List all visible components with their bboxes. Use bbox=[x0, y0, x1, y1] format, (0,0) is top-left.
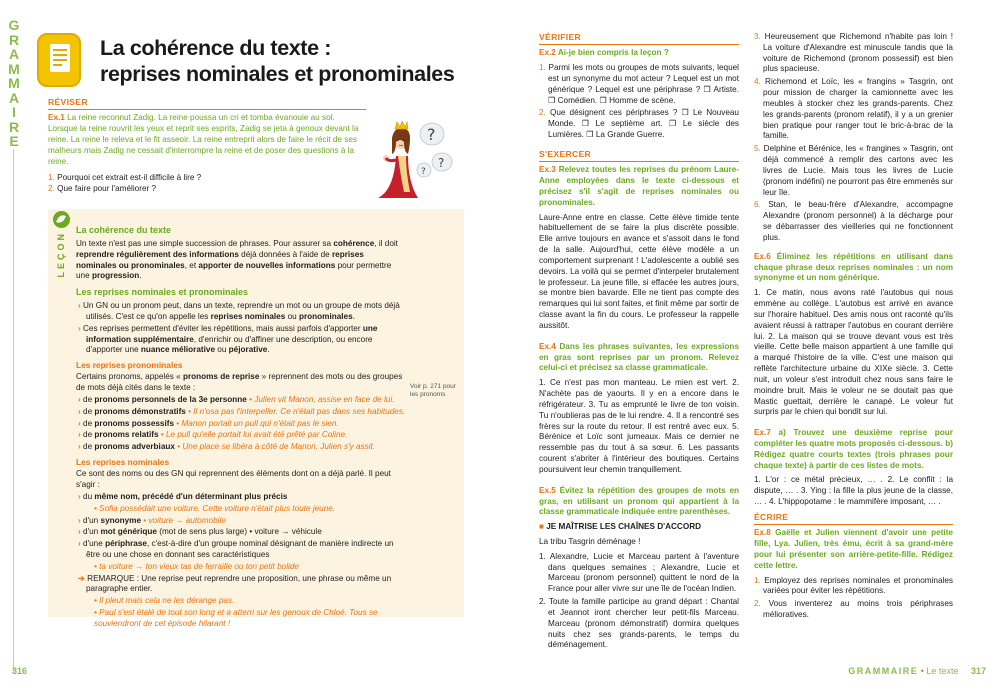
side-label-letter: E bbox=[9, 133, 19, 149]
nominal-item-2: › d'un synonyme • voiture → automobile bbox=[78, 515, 226, 525]
right-column-2 bbox=[754, 32, 953, 623]
ex6-heading: Ex.6 Éliminez les répétitions en utilisant dans chaque phrase deux reprises nominales : un nom synonyme et un nom générique. bbox=[754, 251, 954, 283]
remarque-example-1: • Il pleut mais cela ne les dérange pas. bbox=[94, 596, 235, 606]
lecon-heading-4: Les reprises nominales bbox=[76, 457, 170, 468]
ex4-heading: Ex.4 Dans les phrases suivantes, les expressions en gras sont reprises par un pronom. Relevez celui-ci et précisez sa classe grammaticale. bbox=[539, 341, 739, 373]
ex2-heading: Ex.2 Ai-je bien compris la leçon ? bbox=[539, 48, 669, 58]
side-label bbox=[2, 18, 26, 149]
lecon-bullet-1: › Un GN ou un pronom peut, dans un texte, reprendre un mot ou un groupe de mots déjà utilisés. C'est ce qu'on appelle les reprises nominales ou pronominales. bbox=[78, 301, 400, 321]
ex5-item-4: 4. Richemond et Loïc, les « frangins » Tasgrin, ont pour mission de charger la camionnette avec les meubles à stocker chez les grands-parents. Chez les grands-parents (pronom relatif), il y a un grenier bien pratique pour ranger tout le bric-à-brac de la famille. bbox=[754, 77, 954, 141]
nominal-example-4: • ta voiture → ton vieux tas de ferraille ou ton petit bolide bbox=[94, 561, 299, 571]
verifier-heading: VÉRIFIER bbox=[539, 32, 739, 45]
svg-text:?: ? bbox=[438, 156, 445, 170]
side-label-letter: M bbox=[8, 75, 20, 91]
lecon-heading-2: Les reprises nominales et pronominales bbox=[76, 287, 249, 298]
remarque-example-2: • Paul s'est étalé de tout son long et a atterri sur les genoux de Chloé. Tous se souviendront de cet épisode hilarant ! bbox=[94, 608, 378, 628]
reviser-section bbox=[48, 97, 366, 195]
ex8-item-2: 2. Vous inventerez au moins trois périphrases mélioratives. bbox=[754, 599, 953, 620]
leaf-icon bbox=[53, 211, 70, 228]
ex1-number: Ex.1 bbox=[48, 113, 65, 123]
ex1-question-2: Que faire pour l'améliorer ? bbox=[57, 184, 157, 194]
side-label-letter: A bbox=[8, 89, 20, 106]
page-number-left: 316 bbox=[12, 666, 28, 676]
lecon-nominales-intro: Ce sont des noms ou des GN qui reprennent des éléments dont on a déjà parlé. Il peut s'agir : bbox=[76, 469, 391, 490]
sheet-icon bbox=[50, 44, 70, 72]
lecon-intro: Un texte n'est pas une simple succession de phrases. Pour assurer sa cohérence, il doit reprendre régulièrement des informations déjà données à l'aide de reprises nominales ou pronominales, et apporter de nouvelles informations pour permettre une progression. bbox=[76, 238, 398, 281]
ex5-item-6: 6. Stan, le beau-frère d'Alexandre, accompagne Alexandre (pronom personnel) à la décharge pour se débarrasser des vieilleries qui ne fonctionnent plus. bbox=[754, 200, 953, 242]
side-label-bar bbox=[0, 0, 28, 691]
ex5-heading: Ex.5 Évitez la répétition des groupes de mots en gras, en utilisant un pronom qui appartient à la classe grammaticale indiquée entre parenthèses. bbox=[539, 485, 740, 517]
ex6-text: 1. Ce matin, nous avons raté l'autobus qui nous emmène au collège. L'autobus est arrivé en avance sur l'horaire habituel. Des amis nous ont raconté qu'ils avaient réussi à rattraper l'autobus en courant derrière lui. 2. La maison qui se trouve devant vous est très vieille. Cette belle maison appartient à une famille qui a marqué l'histoire de la ville. C'est une maison qui reflète l'architecture urbaine du XIXe siècle. 3. Cette nuit, un voleur s'est introduit chez nous sans faire le moindre bruit. Mais le voleur ne se doutait pas que Mastic guettait, derrière le canapé. Le voleur fut surpris par le chien qui bondit sur lui. bbox=[754, 288, 953, 417]
lecon-label: LEÇON bbox=[56, 231, 66, 278]
title-line-1: La cohérence du texte : bbox=[100, 36, 331, 60]
ex4-text: 1. Ce n'est pas mon manteau. Le mien est vert. 2. N'achète pas de yaourts. Il y en a encore dans le réfrigérateur. 3. Tu as emprunté le livre de ton voisin. Tu n'oublieras pas de le lui rendre. 4. Il a rencontré ses frères sur la route du retour. Il est rentré avec eux. 5. Bérénice et Loïc sont jumeaux. Mais ce dernier ne ressemble pas du tout à sa sœur. 6. Les passants courent s'abriter à l'intérieur des boutiques. Certains poursuivent leur chemin tranquillement. bbox=[539, 378, 739, 474]
side-label-letter: R bbox=[8, 31, 20, 48]
right-column-1 bbox=[539, 32, 739, 653]
side-note: Voir p. 271 pour les pronoms bbox=[410, 383, 456, 399]
page-title bbox=[100, 35, 454, 87]
footer-separator: • bbox=[920, 666, 924, 676]
ecrire-heading: ÉCRIRE bbox=[754, 512, 953, 525]
ex8-heading: Ex.8 Gaëlle et Julien viennent d'avoir une petite fille, Lya. Julien, très ému, écrit à sa grand-mère pour lui présenter son arrière-petite-fille. Rédigez cette lettre. bbox=[754, 528, 953, 570]
side-label-letter: G bbox=[8, 17, 20, 33]
nominal-item-4: › d'une périphrase, c'est-à-dire d'un groupe nominal désignant de manière indirecte un être ou une chose en donnant ses caractéristiques bbox=[78, 539, 394, 559]
lecon-heading-3: Les reprises pronominales bbox=[76, 360, 183, 371]
exercer-heading: S'EXERCER bbox=[539, 149, 739, 162]
lecon-bullet-2: › Ces reprises permettent d'éviter les répétitions, mais aussi parfois d'apporter une information supplémentaire, d'enrichir ou d'affiner une description, ou encore d'apporter une nuance méliorative ou péjorative. bbox=[78, 323, 378, 355]
ex7-text: 1. L'or : ce métal précieux, … . 2. Le conflit : la dispute, … . 3. Ying : la fille la plus jeune de la classe, … . 4. L'hippopotame : le mammifère imposant, … . bbox=[754, 475, 953, 507]
lecon-remarque: ➔ REMARQUE : Une reprise peut reprendre une proposition, une phrase ou même un paragraphe entier. bbox=[78, 573, 392, 594]
side-label-letter: M bbox=[8, 60, 20, 77]
nominal-item-3: › d'un mot générique (mot de sens plus large) • voiture → véhicule bbox=[78, 527, 322, 537]
ex1-text: La reine reconnut Zadig. La reine poussa un cri et tomba évanouie au sol. Lorsque la reine rouvrit les yeux et reprit ses esprits, Zadig se jeta à genoux devant la reine. La reine le releva et le fit asseoir. La reine entreprit alors de faire le récit de ses malheurs mais Zadig ne cessait d'interrompre la reine et de poser des questions à la reine. bbox=[48, 113, 359, 166]
document-icon bbox=[37, 33, 81, 87]
chaines-accord-heading: ■ JE MAÎTRISE LES CHAÎNES D'ACCORD bbox=[539, 522, 702, 532]
pronom-item-4: › de pronoms relatifs • Le pull qu'elle portait lui avait été prêté par Coline. bbox=[78, 430, 348, 440]
side-label-letter: I bbox=[12, 104, 16, 120]
ex5-item-5: 5. Delphine et Bérénice, les « frangines » Tasgrin, ont déjà commencé à remplir des cartons avec les livres de Lucie. Mais tous les livres de Lucie (pronom indéfini) ne pourront pas être emmenés sur leur île. bbox=[754, 144, 953, 197]
ex7-heading: Ex.7 a) Trouvez une deuxième reprise pour compléter les quatre mots proposés ci-dessous. b) Rédigez quatre courts textes (trois phrases pour chaque texte) à partir de ces listes de mots. bbox=[754, 428, 953, 470]
side-label-letter: A bbox=[8, 46, 20, 62]
pronom-item-1: › de pronoms personnels de la 3e personne • Julien vit Manon, assise en face de lui. bbox=[78, 394, 395, 404]
footer-chapter: Le texte bbox=[926, 666, 959, 676]
svg-text:?: ? bbox=[427, 125, 436, 144]
title-line-2: reprises nominales et pronominales bbox=[100, 62, 455, 86]
lecon-body bbox=[76, 220, 406, 631]
reviser-heading: RÉVISER bbox=[48, 97, 366, 110]
lecon-heading-1: La cohérence du texte bbox=[76, 225, 172, 235]
ex5-item-1: 1. Alexandre, Lucie et Marceau partent à l'aventure dans quelques semaines ; Alexandre, Lucie et Marceau (pronom personnel) quittent le nord de la France pour aller vivre sur une île de l'océan Indien. bbox=[539, 551, 739, 594]
pronom-item-2: › de pronoms démonstratifs • Il n'osa pas l'interpeller. Ce n'était pas dans ses habitudes. bbox=[78, 406, 406, 416]
ex8-item-1: 1. Employez des reprises nominales et pronominales variées pour éviter les répétitions. bbox=[754, 575, 953, 596]
lecon-box bbox=[48, 209, 464, 628]
ex2-item-1: 1. Parmi les mots ou groupes de mots suivants, lequel est un synonyme du mot acteur ? Lequel est un mot générique ? Lequel est une périphrase ? ❒ Artiste. ❒ Comédien. ❒ Homme de scène. bbox=[539, 63, 739, 105]
ex5-item-3: 3. Heureusement que Richemond n'habite pas loin ! La voiture d'Alexandre est minuscule tandis que la voiture de Richemond (pronom possessif) est bien plus spacieuse. bbox=[754, 32, 953, 74]
page-number-right: 317 bbox=[970, 666, 986, 676]
footer-right bbox=[848, 666, 986, 678]
lecon-pronoms-intro: Certains pronoms, appelés « pronoms de reprise » reprennent des mots ou des groupes de mots déjà cités dans le texte : bbox=[76, 372, 403, 393]
ex3-heading: Ex.3 Relevez toutes les reprises du prénom Laure-Anne employées dans le texte ci-dessous et précisez s'il s'agit de reprises nominales ou pronominales. bbox=[539, 165, 740, 207]
pronom-item-3: › de pronoms possessifs • Manon portait un pull qui n'était pas le sien. bbox=[78, 418, 339, 428]
ex1-question-1: Pourquoi cet extrait est-il difficile à lire ? bbox=[57, 173, 202, 183]
tribu-title: La tribu Tasgrin déménage ! bbox=[539, 536, 641, 546]
side-label-letter: R bbox=[8, 118, 20, 135]
nominal-item-1: › du même nom, précédé d'un déterminant plus précis bbox=[78, 491, 288, 501]
ex5-item-2: 2. Toute la famille participe au grand départ : Chantal et Jeannot iront chercher leur petit-fils Marceau. Marceau (pronom démonstratif) dormira quelques nuits chez ses grands-parents, le temps du déménagement. bbox=[539, 597, 739, 650]
ex2-item-2: 2. Que désignent ces périphrases ? ❒ Le Nouveau Monde. ❒ Le septième art. ❒ Le siècle des Lumières. ❒ La Grande Guerre. bbox=[539, 108, 739, 140]
footer-section: GRAMMAIRE bbox=[848, 666, 919, 676]
pronom-item-5: › de pronoms adverbiaux • Une place se libéra à côté de Manon. Julien s'y assit. bbox=[78, 442, 376, 452]
queen-illustration bbox=[370, 112, 470, 202]
nominal-example-1: • Sofia possédait une voiture. Cette voiture n'était plus toute jeune. bbox=[94, 503, 336, 513]
exercise-1: Ex.1 La reine reconnut Zadig. La reine poussa un cri et tomba évanouie au sol. Lorsque la reine rouvrit les yeux et reprit ses esprits, Zadig se jeta à genoux devant la reine. La reine le releva et le fit asseoir. La reine entreprit alors de faire le récit de ses malheurs mais Zadig ne cessait d'interrompre la reine et de poser des questions à la reine. 1. Pourquoi cet extrait est-il difficile à lire ? 2. Que faire pour l'améliorer ? bbox=[48, 113, 359, 194]
ex3-text: Laure-Anne entre en classe. Cette élève timide tente habituellement de se faire la plus discrète possible. Elle arrive toujours en avance et s'assoit dans le fond de la salle. Aujourd'hui, cette élève modèle a un comportement surprenant ! L'adolescente a oublié ses devoirs. La voilà qui se permet d'interpeler brutalement le professeur. La jeune fille, si effacée les autres jours, se montre bien bavarde. Elle ne tient pas compte des remarques qui lui sont faites, et finit même par sortir de classe avant la fin du cours. Le professeur la rappelle aussitôt. bbox=[539, 212, 739, 330]
svg-text:?: ? bbox=[421, 167, 426, 177]
